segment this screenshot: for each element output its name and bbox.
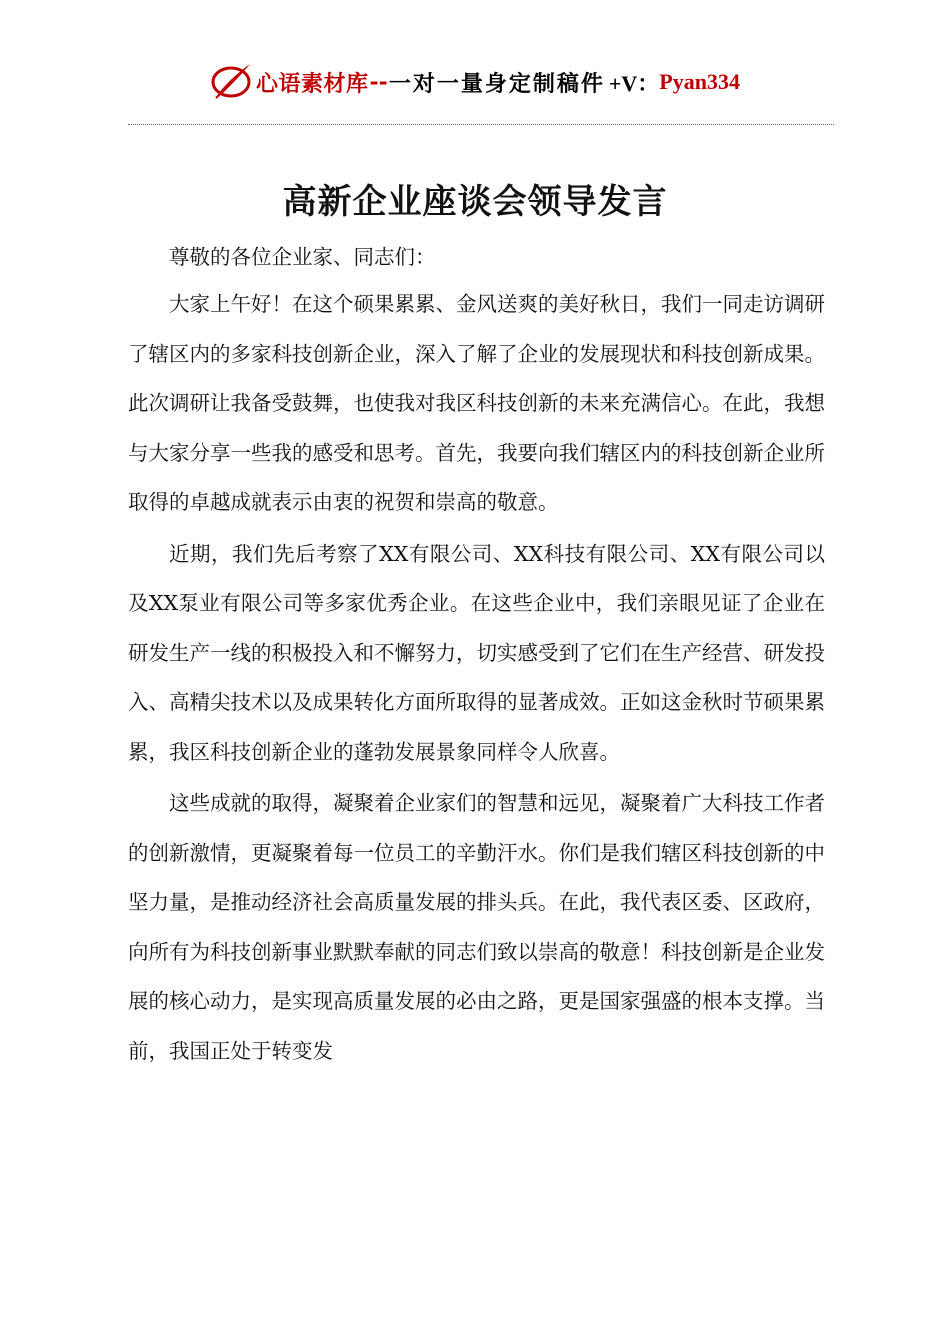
paragraph-2: 近期，我们先后考察了XX有限公司、XX科技有限公司、XX有限公司以及XX泵业有限公司等多家优秀企业。在这些企业中，我们亲眼见证了企业在研发生产一线的积极投入和不懈努力，切实感受到了它们在生产经营、研发投入、高精尖技术以及成果转化方面所取得的显著成效。正如这金秋时节硕果累累，我区科技创新企业的蓬勃发展景象同样令人欣喜。 bbox=[128, 541, 825, 764]
document-body bbox=[128, 234, 825, 1078]
contact-prefix: +V： bbox=[608, 70, 660, 96]
paragraph-1: 大家上午好！在这个硕果累累、金风送爽的美好秋日，我们一同走访调研了辖区内的多家科技创新企业，深入了解了企业的发展现状和科技创新成果。此次调研让我备受鼓舞，也使我对我区科技创新的未来充满信心。在此，我想与大家分享一些我的感受和思考。首先，我要向我们辖区内的科技创新企业所取得的卓越成就表示由衷的祝贺和崇高的敬意。 bbox=[128, 292, 825, 514]
quill-pen-logo-icon bbox=[210, 58, 254, 102]
document-title: 高新企业座谈会领导发言 bbox=[282, 182, 668, 222]
header-banner bbox=[210, 58, 740, 106]
contact-id: Pyan334 bbox=[659, 69, 740, 94]
salutation: 尊敬的各位企业家、同志们： bbox=[169, 245, 436, 269]
page-header bbox=[0, 58, 950, 106]
paragraph-3: 这些成就的取得，凝聚着企业家们的智慧和远见，凝聚着广大科技工作者的创新激情，更凝聚着每一位员工的辛勤汗水。你们是我们辖区科技创新的中坚力量，是推动经济社会高质量发展的排头兵。在此，我代表区委、区政府，向所有为科技创新事业默默奉献的同志们致以崇高的敬意！科技创新是企业发展的核心动力，是实现高质量发展的必由之路，更是国家强盛的根本支撑。当前，我国正处于转变发 bbox=[128, 791, 825, 1063]
header-separator: -- bbox=[369, 69, 388, 95]
brand-name: 心语素材库 bbox=[256, 70, 369, 97]
header-tagline: 一对一量身定制稿件 bbox=[388, 70, 605, 97]
header-divider bbox=[128, 124, 834, 125]
